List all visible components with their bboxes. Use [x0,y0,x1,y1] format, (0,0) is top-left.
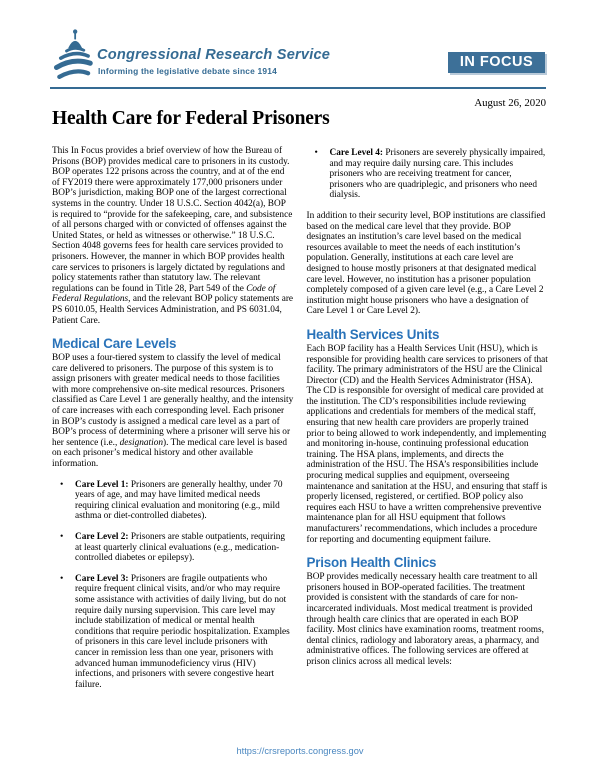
section-heading-prison-health-clinics: Prison Health Clinics [306,555,437,571]
care-level-list [52,480,294,691]
care-level-4-label: Care Level 4: [329,148,384,158]
care-level-3-text: Prisoners are fragile outpatients who require frequent clinical visits, and/or who may require some assistance with activities of daily living, but do not require daily nursing supervision. This care level may include stabilization of medical or mental health conditions that require periodic hospitalization. Examples of prisoners in this care level include prisoners with cancer in remission less than one year, prisoners with advanced human immunodeficiency virus (HIV) infections, and prisoners with severe congestive heart failure. [75,573,290,690]
crs-capitol-dome-icon [50,25,96,87]
in-focus-badge: IN FOCUS [448,52,545,73]
care-level-1-text: Prisoners are generally healthy, under 70 years of age, and may have limited medical needs requiring clinical evaluation and monitoring (e.g., mild asthma or diet-controlled diabetes). [75,479,283,522]
header-divider-rule [50,87,546,89]
crs-tagline: Informing the legislative debate since 1914 [98,66,277,76]
right-column [307,146,549,700]
medical-care-levels-paragraph: BOP uses a four-tiered system to classify the level of medical care delivered to prisoners. The purpose of this system is to assign prisoners with greater medical needs to those facilities with more comprehensive on-site medical resources. Prisoners classified as Care Level 1 are generally healthy, and the intensity of care increases with each corresponding level. Each prisoner in BOP’s custody is assigned a medical care level as a part of BOP’s process of determining where a prisoner will serve his or her sentence (i.e., designation). The medical care level is based on each prisoner’s medical history and other available information. [52,353,294,470]
care-level-2-item [52,532,294,564]
institution-classification-paragraph: In addition to their security level, BOP institutions are classified based on the medical care level that they provide. BOP designates an institution’s care level based on the medical resources available to meet the needs of each institution’s population. Generally, institutions at each care level are designed to house mostly prisoners at that designated medical care level. However, no institution has a prisoner population completely composed of a given care level (e.g., a Care Level 2 institution might house prisoners who have a designation of Care Level 1 or Care Level 2). [306,210,546,317]
page-footer [0,741,600,759]
health-services-units-paragraph: Each BOP facility has a Health Services Unit (HSU), which is responsible for providing health care services to prisoners of that facility. The primary administrators of the HSU are the Clinical Director (CD) and the Health Services Administrator (HSA). The CD is responsible for oversight of medical care provided at the institution. The CD’s responsibilities include reviewing applications and credentials for members of the medical staff, ensuring that new health care providers are properly trained prior to being allowed to work independently, and implementing and monitoring in-house, continuing professional education training. The HSA plans, implements, and directs the administration of the HSU. The HSA’s responsibilities include procuring medical supplies and equipment, overseeing maintenance and sanitation at the HSU, and ensuring that staff is properly licensed, registered, or certified. BOP policy also requires each HSU to have a written comprehensive preventive maintenance plan for all HSU equipment that follows manufacturers’ recommendations, which includes a procedure for reporting and documenting equipment failure. [306,343,548,545]
care-level-4-text: Prisoners are severely physically impaired, and may require daily nursing care. This includes prisoners who are receiving treatment for cancer, prisoners who are quadriplegic, and prisoners who need dialysis. [329,148,546,201]
crs-wordmark: Congressional Research Service [97,47,331,63]
intro-paragraph: This In Focus provides a brief overview of how the Bureau of Prisons (BOP) provides medical care to prisoners in its custody. BOP operates 122 prisons across the country, and at of the end of FY2019 there were approximately 177,000 prisoners under BOP’s jurisdiction, making BOP one of the largest correctional systems in the country. Under 18 U.S.C. Section 4042(a), BOP is required to “provide for the safekeeping, care, and subsistence of all persons charged with or convicted of offenses against the United States, or held as witnesses or otherwise.” 18 U.S.C. Section 4048 governs fees for health care services provided to prisoners. However, the manner in which BOP provides health care services to prisoners is largely dictated by regulations and policy statements rather than statutory law. The relevant regulations can be found in Title 28, Part 549 of the Code of Federal Regulations, and the relevant BOP policy statements are PS 6010.05, Health Services Administration, and PS 6031.04, Patient Care. [52,146,294,326]
care-level-1-item [52,480,294,522]
section-heading-health-services-units: Health Services Units [306,326,440,342]
document-body [52,146,548,700]
care-level-2-label: Care Level 2: [75,532,129,542]
care-level-list-continued [307,148,549,201]
care-level-2-text: Prisoners are stable outpatients, requiring at least quarterly clinical evaluations (e.g., medication-controlled diabetes or epilepsy). [75,532,285,564]
footer-link[interactable]: https://crsreports.congress.gov [236,746,364,756]
left-column [52,146,294,700]
care-level-3-item [52,574,294,691]
care-level-3-label: Care Level 3: [75,573,129,584]
section-heading-medical-care-levels: Medical Care Levels [52,336,177,352]
page-title: Health Care for Federal Prisoners [52,108,330,129]
prison-health-clinics-paragraph: BOP provides medically necessary health care treatment to all prisoners housed in BOP-operated facilities. The treatment provided is consistent with the standards of care for non-incarcerated individuals. Most medical treatment is provided through health care clinics that are operated in each BOP facility. Most clinics have examination rooms, treatment rooms, dental clinics, radiology and laboratory areas, a pharmacy, and administrative offices. The following services are offered at prison clinics across all medical levels: [306,572,544,667]
care-level-1-label: Care Level 1: [75,479,129,490]
care-level-4-item [307,148,549,201]
report-date: August 26, 2020 [474,97,546,109]
